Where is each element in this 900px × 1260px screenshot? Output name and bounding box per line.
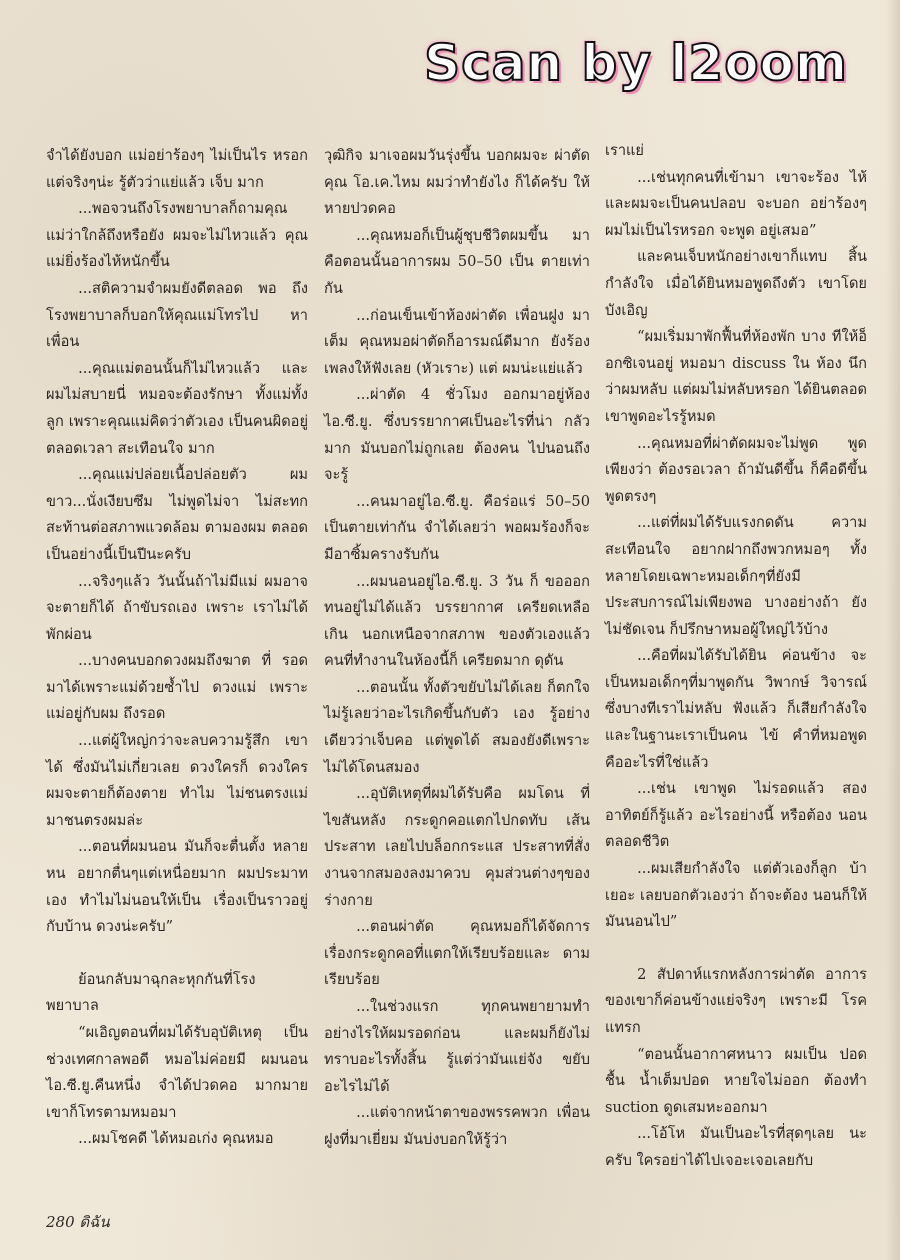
body-paragraph: ...คุณแม่ปล่อยเนื้อปล่อยตัว ผม ขาว...นั่งเงียบซึม ไม่พูดไม่จา ไม่สะทก สะท้านต่อสภาพแวดล้อม ตามองผม ตลอด เป็นอย่างนี้เป็นปีนะครับ (46, 466, 308, 563)
body-paragraph: ...ตอนนั้น ทั้งตัวขยับไม่ได้เลย ก็ตกใจ ไม่รู้เลยว่าอะไรเกิดขึ้นกับตัว เอง รู้อย่างเดียวว่าเจ็บคอ แต่พูดได้ สมองยังดีเพราะไม่ได้โดนสมอง (324, 678, 590, 776)
page-fold-shadow (886, 0, 900, 1260)
body-paragraph: ...ก่อนเข็นเข้าห้องผ่าตัด เพื่อนฝูง มาเต็ม คุณหมอผ่าตัดก็อารมณ์ดีมาก ยังร้องเพลงให้ฟังเลย (หัวเราะ) แต่ ผมน่ะแย่แล้ว (324, 306, 590, 377)
text-column-3 (605, 138, 867, 1175)
body-paragraph: 2 สัปดาห์แรกหลังการผ่าตัด อาการ ของเขาก็ค่อนข้างแย่จริงๆ เพราะมี โรคแทรก (605, 965, 867, 1036)
body-paragraph: “ตอนนั้นอากาศหนาว ผมเป็น ปอดชื้น น้ำเต็มปอด หายใจไม่ออก ต้องทำ suction ดูดเสมหะออกมา (605, 1045, 867, 1116)
body-paragraph: และคนเจ็บหนักอย่างเขาก็แทบ สิ้นกำลังใจ เมื่อได้ยินหมอพูดถึงตัว เขาโดยบังเอิญ (605, 248, 867, 319)
body-paragraph: ...เช่นทุกคนที่เข้ามา เขาจะร้อง ไห้ และผมจะเป็นคนปลอบ จะบอก อย่าร้องๆ ผมไม่เป็นไรหรอก จะพูด อยู่เสมอ” (605, 168, 867, 239)
body-paragraph: ...ผมเสียกำลังใจ แต่ตัวเองก็ลูก บ้าเยอะ เลยบอกตัวเองว่า ถ้าจะต้อง นอนก็ให้มันนอนไป” (605, 860, 867, 931)
body-paragraph: “ผมเริ่มมาพักฟื้นที่ห้องพัก บาง ทีให้อ็อกซิเจนอยู่ หมอมา discuss ใน ห้อง นึกว่าผมหลับ แต่ผมไม่หลับหรอก ได้ยินตลอด เขาพูดอะไรรู้หมด (605, 328, 867, 425)
body-paragraph: ...ผมนอนอยู่ไอ.ซี.ยู. 3 วัน ก็ ขอออก ทนอยู่ไม่ได้แล้ว บรรยากาศ เครียดเหลือเกิน นอกเหนือจากสภาพ ของตัวเองแล้ว คนที่ทำงานในห้องนี้ก็ เครียดมาก ดุดัน (324, 572, 590, 670)
body-paragraph: ...แต่ที่ผมได้รับแรงกดดัน ความ สะเทือนใจ อยากฝากถึงพวกหมอๆ ทั้งหลายโดยเฉพาะหมอเด็กๆที่ยังมี ประสบการณ์ไม่เพียงพอ บางอย่างถ้า ยังไม่ชัดเจน ก็ปรึกษาหมอผู้ใหญ่ไว้บ้าง (605, 514, 867, 638)
body-paragraph: ...คุณหมอที่ผ่าตัดผมจะไม่พูด พูดเพียงว่า ต้องรอเวลา ถ้ามันดีขึ้น ก็คือดีขึ้น พูดตรงๆ (605, 434, 867, 505)
body-paragraph: ...สติความจำผมยังดีตลอด พอ ถึงโรงพยาบาลก็บอกให้คุณแม่โทรไป หาเพื่อน (46, 279, 308, 351)
body-paragraph: ...เช่น เขาพูด ไม่รอดแล้ว สอง อาทิตย์ก็รู้แล้ว อะไรอย่างนี้ หรือต้อง นอนตลอดชีวิต (605, 780, 867, 851)
body-paragraph: ...ผมโชคดี ได้หมอเก่ง คุณหมอ (78, 1130, 274, 1148)
body-paragraph: ...ผ่าตัด 4 ชั่วโมง ออกมาอยู่ห้อง ไอ.ซี.ยู. ซึ่งบรรยากาศเป็นอะไรที่น่า กลัวมาก มันบอกไม่ถูกเลย ต้องคน ไปนอนถึงจะรู้ (324, 386, 590, 484)
paragraph-gap (46, 941, 308, 967)
body-paragraph: ...คือที่ผมได้รับได้ยิน ค่อนข้าง จะเป็นหมอเด็กๆที่มาพูดกัน วิพากษ์ วิจารณ์ ซึ่งบางทีเราไม่หลับ ฟังแล้ว ก็เสียกำลังใจ และในฐานะเราเป็นคน ไข้ คำที่หมอพูดคืออะไรที่ใช่แล้ว (605, 647, 867, 771)
body-paragraph: ...จริงๆแล้ว วันนั้นถ้าไม่มีแม่ ผมอาจจะตายก็ได้ ถ้าขับรถเอง เพราะ เราไม่ได้พักผ่อน (46, 572, 308, 643)
body-paragraph: “ผเอิญตอนที่ผมได้รับอุบัติเหตุ เป็นช่วงเทศกาลพอดี หมอไม่ค่อยมี ผมนอนไอ.ซี.ยู.คืนหนึ่ง จำได้ปวดคอ มากมาย เขาก็โทรตามหมอมา (46, 1024, 308, 1121)
text-column-1 (46, 143, 308, 1153)
body-paragraph: ...อุบัติเหตุที่ผมได้รับคือ ผมโดน ที่ไขสันหลัง กระดูกคอแตกไปกดทับ เส้นประสาท เลยไปบล็อกกระแส ประสาทที่สั่งงานจากสมองลงมาควบ คุมส่วนต่างๆของร่างกาย (324, 785, 590, 909)
body-paragraph: ...แต่ผู้ใหญ่กว่าจะลบความรู้สึก เขาได้ ซึ่งมันไม่เกี่ยวเลย ดวงใครก็ ดวงใคร ผมจะตายก็ต้องตาย ทำไม ไม่ชนตรงแม่ มาชนตรงผมล่ะ (46, 732, 308, 829)
body-paragraph: ย้อนกลับมาฉุกละหุกกันที่โรง พยาบาล (46, 970, 256, 1015)
body-paragraph: วุฒิกิจ มาเจอผมวันรุ่งขึ้น บอกผมจะ ผ่าตัดคุณ โอ.เค.ไหม ผมว่าทำยังไง ก็ได้ครับ ให้หายปวดคอ (324, 147, 590, 218)
body-paragraph: ...บางคนบอกดวงผมถึงฆาต ที่ รอดมาได้เพราะแม่ด้วยซ้ำไป ดวงแม่ เพราะแม่อยู่กับผม ถึงรอด (46, 652, 308, 723)
body-paragraph: ...ตอนที่ผมนอน มันก็จะตื่นตั้ง หลายหน อยากตื่นๆแต่เหนื่อยมาก ผมประมาทเอง ทำไมไม่นอนให้เป็น เรื่องเป็นราวอยู่กับบ้าน ดวงน่ะครับ” (46, 838, 308, 936)
page-number-folio: 280 ดิฉัน (46, 1213, 110, 1231)
body-paragraph: จำได้ยังบอก แม่อย่าร้องๆ ไม่เป็นไร หรอก แต่จริงๆน่ะ รู้ตัวว่าแย่แล้ว เจ็บ มาก (46, 147, 308, 191)
scan-watermark: Scan by l2oom (424, 34, 848, 92)
body-paragraph: ...คุณแม่ตอนนั้นก็ไม่ไหวแล้ว และผมไม่สบายนี่ หมอจะต้องรักษา ทั้งแม่ทั้งลูก เพราะคุณแม่คิดว่าตัวเอง เป็นคนผิดอยู่ตลอดเวลา สะเทือนใจ มาก (46, 359, 308, 457)
body-paragraph: ...โอ้โห มันเป็นอะไรที่สุดๆเลย นะครับ ใครอย่าได้ไปเจอะเจอเลยกับ (605, 1125, 867, 1169)
body-paragraph: ...แต่จากหน้าตาของพรรคพวก เพื่อนฝูงที่มาเยี่ยม มันบ่งบอกให้รู้ว่า (324, 1104, 590, 1148)
body-paragraph: ...คุณหมอก็เป็นผู้ชุบชีวิตผมขึ้น มา คือตอนนั้นอาการผม 50–50 เป็น ตายเท่ากัน (324, 226, 590, 297)
body-paragraph: เราแย่ (605, 142, 644, 159)
body-paragraph: ...ตอนผ่าตัด คุณหมอก็ได้จัดการ เรื่องกระดูกคอที่แตกให้เรียบร้อยและ ดามเรียบร้อย (324, 918, 590, 989)
text-column-2 (324, 143, 590, 1154)
paragraph-gap (605, 936, 867, 962)
body-paragraph: ...พอจวนถึงโรงพยาบาลก็ถามคุณ แม่ว่าใกล้ถึงหรือยัง ผมจะไม่ไหวแล้ว คุณแม่ยิ่งร้องไห้หนักขึ้น (46, 200, 308, 271)
body-paragraph: ...คนมาอยู่ไอ.ซี.ยู. คือร่อแร่ 50–50 เป็นตายเท่ากัน จำได้เลยว่า พอผมร้องก็จะมีอาซิ้มครางรับกัน (324, 492, 590, 563)
body-paragraph: ...ในช่วงแรก ทุกคนพยายามทำ อย่างไรให้ผมรอดก่อน และผมก็ยังไม่ ทราบอะไรทั้งสิ้น รู้แต่ว่ามันแย่จัง ขยับ อะไรไม่ได้ (324, 998, 590, 1095)
